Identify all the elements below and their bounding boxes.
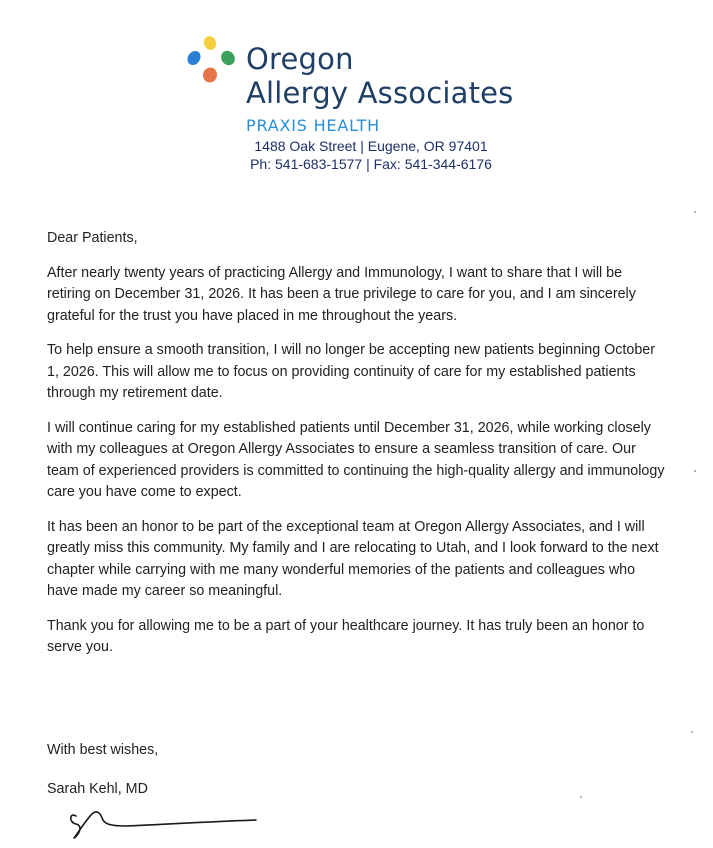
scan-speck [691,731,693,733]
closing: With best wishes, [47,742,159,758]
paragraph-1: After nearly twenty years of practicing Allergy and Immunology, I want to share that I will be retiring on December 31, 2026. It has been a true privilege to care for you, and I am sincerely grateful for the trust you have placed in me throughout the years. [47,264,636,324]
street-address: 1488 Oak Street | Eugene, OR 97401 [254,138,488,154]
scan-speck [694,211,696,213]
organization-name [246,42,514,110]
logo-petal-yellow [202,34,218,51]
signature-icon [66,802,266,842]
logo-petal-blue [185,48,203,67]
org-name-line1: Oregon [246,42,354,76]
scan-speck [694,470,696,472]
salutation: Dear Patients, [47,230,138,246]
logo-icon [184,34,238,84]
letter-body [47,228,669,672]
org-name-line2: Allergy Associates [246,76,514,110]
paragraph-2: To help ensure a smooth transition, I will no longer be accepting new patients beginning October 1, 2026. This will allow me to focus on providing continuity of care for my established patients through my retirement date. [47,342,655,401]
organization-subtitle: PRAXIS HEALTH [246,116,380,135]
logo-petal-green [218,48,237,68]
paragraph-4: It has been an honor to be part of the exceptional team at Oregon Allergy Associates, and I will greatly miss this community. My family and I are relocating to Utah, and I look forward to the next chapter while carrying with me many wonderful memories of the patients and colleagues who have made my career so meaningful. [47,518,659,599]
signer-name: Sarah Kehl, MD [47,781,148,797]
scan-speck [580,796,582,798]
logo-petal-orange [201,66,218,84]
phone-fax: Ph: 541-683-1577 | Fax: 541-344-6176 [250,156,492,172]
contact-block [241,137,501,173]
paragraph-3: I will continue caring for my established patients until December 31, 2026, while working closely with my colleagues at Oregon Allergy Associates to ensure a seamless transition of care. Our team of experienced providers is committed to continuing the high-quality allergy and immunology care you have come to expect. [47,419,665,500]
paragraph-5: Thank you for allowing me to be a part of your healthcare journey. It has truly been an honor to serve you. [47,617,645,655]
